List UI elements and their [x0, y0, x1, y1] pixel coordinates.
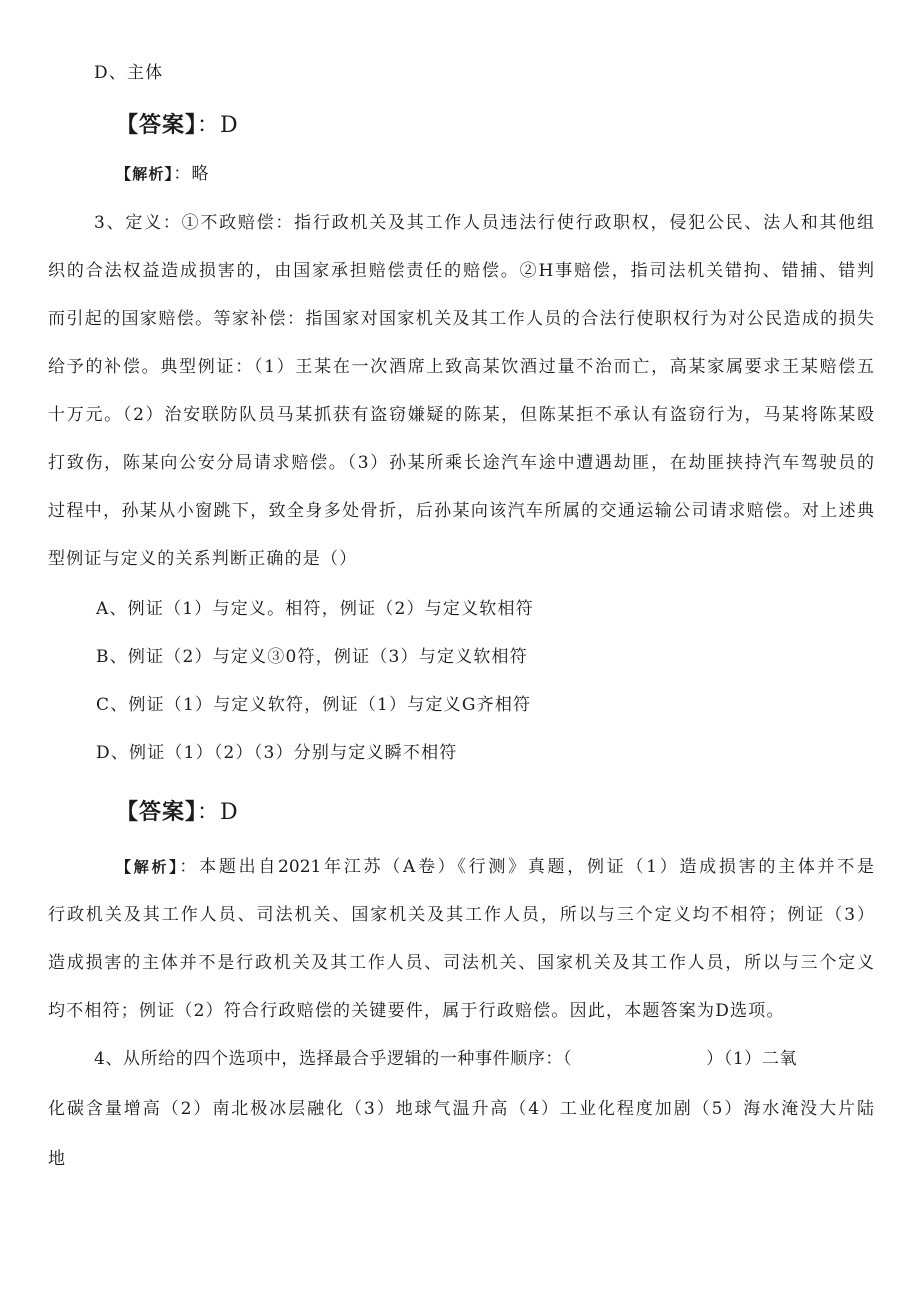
q4-line-1 — [94, 1047, 874, 1071]
analysis-text: ：略 — [173, 164, 210, 184]
analysis-label: 【解析】 — [116, 165, 174, 183]
q3-option-b: B、例证（2）与定义③0符，例证（3）与定义软相符 — [96, 647, 528, 667]
q3-analysis-line-3: 造成损害的主体并不是行政机关及其工作人员、司法机关、国家机关及其工作人员，所以与三个定义 — [48, 953, 874, 973]
q3-line-1: 3、定义：①不政赔偿：指行政机关及其工作人员违法行使行政职权，侵犯公民、法人和其他组 — [94, 213, 874, 233]
q4-line-3: 地 — [48, 1149, 67, 1169]
q3-line-7: 过程中，孙某从小窗跳下，致全身多处骨折，后孙某向该汽车所属的交通运输公司请求赔偿。对上述典 — [48, 501, 874, 521]
analysis-text-1: ：本题出自2021年江苏（A卷）《行测》真题，例证（1）造成损害的主体并不是 — [179, 857, 874, 877]
answer-value: ：D — [197, 800, 239, 825]
q3-line-5: 十万元。（2）治安联防队员马某抓获有盗窃嫌疑的陈某，但陈某拒不承认有盗窃行为，马某将陈某殴 — [48, 405, 874, 425]
q3-option-c: C、例证（1）与定义软符，例证（1）与定义G齐相符 — [96, 695, 532, 715]
q4-line-1-before: 4、从所给的四个选项中，选择最合乎逻辑的一种事件顺序：（ — [94, 1049, 573, 1069]
analysis-label: 【解析】 — [116, 858, 180, 876]
answer-label: 【答案】 — [116, 800, 198, 825]
answer-label: 【答案】 — [116, 113, 198, 138]
q3-line-8: 型例证与定义的关系判断正确的是（） — [48, 549, 358, 569]
q3-option-a: A、例证（1）与定义。相符，例证（2）与定义软相符 — [96, 599, 534, 619]
q3-line-4: 给予的补偿。典型例证：（1）王某在一次酒席上致高某饮酒过量不治而亡，高某家属要求王某赔偿五 — [48, 357, 874, 377]
option-d-prev: D、主体 — [94, 63, 164, 83]
q3-line-3: 而引起的国家赔偿。等家补偿：指国家对国家机关及其工作人员的合法行使职权行为对公民造成的损失 — [48, 309, 874, 329]
q3-line-6: 打致伤，陈某向公安分局请求赔偿。（3）孙某所乘长途汽车途中遭遇劫匪，在劫匪挟持汽车驾驶员的 — [48, 453, 874, 473]
analysis-prev — [116, 162, 210, 186]
q3-line-2: 织的合法权益造成损害的，由国家承担赔偿责任的赔偿。②H事赔偿，指司法机关错拘、错捕、错判 — [48, 261, 874, 281]
q3-analysis-line-4: 均不相符；例证（2）符合行政赔偿的关键要件，属于行政赔偿。因此，本题答案为D选项。 — [48, 1001, 785, 1021]
q3-analysis-line-1 — [116, 855, 874, 879]
answer-prev — [116, 111, 239, 141]
q3-option-d: D、例证（1）（2）（3）分别与定义瞬不相符 — [96, 743, 458, 763]
q3-answer — [116, 798, 239, 828]
answer-value: ：D — [197, 113, 239, 138]
q4-line-1-after: ）（1）二氧 — [706, 1049, 798, 1069]
q3-analysis-line-2: 行政机关及其工作人员、司法机关、国家机关及其工作人员，所以与三个定义均不相符；例证（3） — [48, 905, 874, 925]
q4-line-2: 化碳含量增高（2）南北极冰层融化（3）地球气温升高（4）工业化程度加剧（5）海水淹没大片陆 — [48, 1099, 874, 1119]
